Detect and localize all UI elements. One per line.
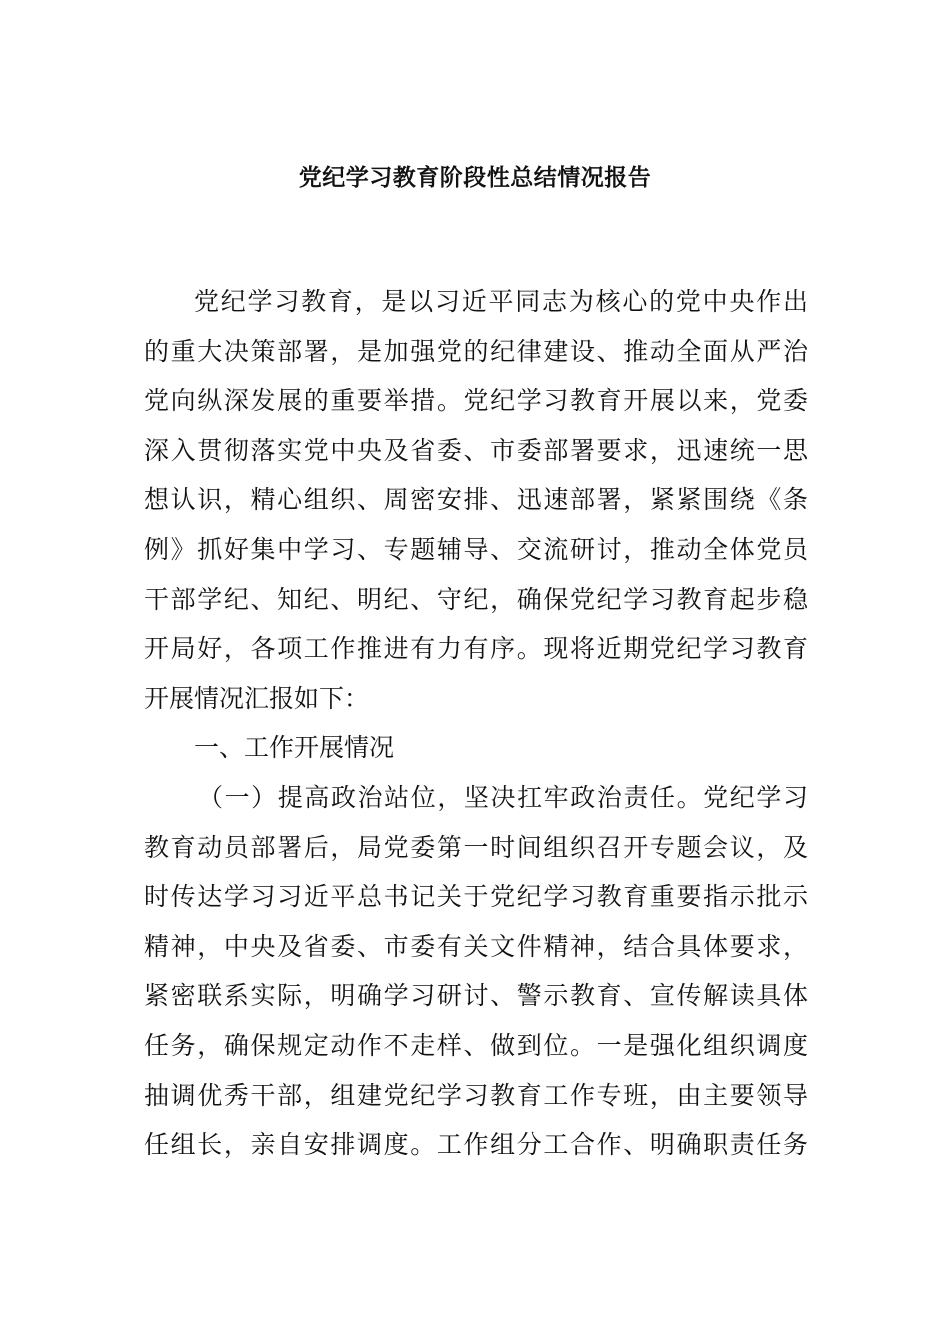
paragraph-line: 党向纵深发展的重要举措。党纪学习教育开展以来，党委 bbox=[144, 386, 808, 416]
paragraph-line: 紧密联系实际，明确学习研讨、警示教育、宣传解读具体 bbox=[144, 981, 808, 1011]
paragraph-line: 党纪学习教育，是以习近平同志为核心的党中央作出 bbox=[194, 287, 808, 316]
subsection-heading-line: （一）提高政治站位，坚决扛牢政治责任。党纪学习 bbox=[198, 782, 808, 812]
paragraph-line: 开局好，各项工作推进有力有序。现将近期党纪学习教育 bbox=[144, 634, 808, 664]
paragraph-line: 深入贯彻落实党中央及省委、市委部署要求，迅速统一思 bbox=[144, 435, 808, 465]
paragraph-line: 时传达学习习近平总书记关于党纪学习教育重要指示批示 bbox=[144, 882, 808, 912]
paragraph-line: 干部学纪、知纪、明纪、守纪，确保党纪学习教育起步稳 bbox=[144, 584, 808, 614]
paragraph-line: 例》抓好集中学习、专题辅导、交流研讨，推动全体党员 bbox=[144, 534, 808, 564]
document-body bbox=[144, 277, 808, 1170]
paragraph-line: 抽调优秀干部，组建党纪学习教育工作专班，由主要领导 bbox=[144, 1080, 808, 1110]
paragraph-line: 开展情况汇报如下： bbox=[144, 683, 370, 713]
paragraph-line: 教育动员部署后，局党委第一时间组织召开专题会议，及 bbox=[144, 832, 808, 862]
paragraph-line: 任组长，亲自安排调度。工作组分工合作、明确职责任务 bbox=[144, 1130, 808, 1160]
section-heading: 一、工作开展情况 bbox=[194, 733, 395, 763]
paragraph-line: 的重大决策部署，是加强党的纪律建设、推动全面从严治 bbox=[144, 336, 808, 366]
paragraph-line: 任务，确保规定动作不走样、做到位。一是强化组织调度 bbox=[144, 1030, 808, 1060]
document-title: 党纪学习教育阶段性总结情况报告 bbox=[298, 165, 652, 191]
paragraph-line: 想认识，精心组织、周密安排、迅速部署，紧紧围绕《条 bbox=[144, 485, 808, 515]
paragraph-line: 精神，中央及省委、市委有关文件精神，结合具体要求， bbox=[144, 931, 808, 961]
